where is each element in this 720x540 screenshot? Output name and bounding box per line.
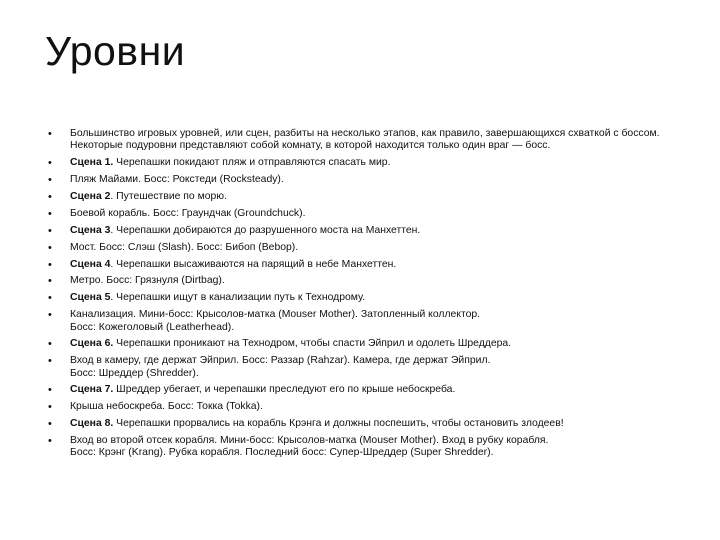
bullet-item [48,174,668,186]
bullet-text-line2: Босс: Шреддер (Shredder). [70,367,199,379]
bullet-item [48,128,668,153]
bullet-dot-icon: • [48,128,52,140]
bullet-bold-label: Сцена 2 [70,190,111,202]
bullet-dot-icon: • [48,241,52,254]
bullet-bold-label: Сцена 5 [70,292,111,304]
bullet-item [48,309,668,334]
bullet-bold-label: Сцена 7. [70,384,114,396]
bullet-item [48,191,668,203]
bullet-text: Боевой корабль. Босс: Граундчак (Groundchuck). [70,207,306,219]
bullet-item [48,355,668,380]
bullet-bold-label: Сцена 4 [70,258,111,270]
bullet-bold-label: Сцена 8. [70,418,114,430]
bullet-text: . Путешествие по морю. [110,190,227,202]
bullet-item [48,225,668,237]
bullet-text: Мост. Босс: Слэш (Slash). Босс: Бибоп (Bebop). [70,241,299,253]
bullet-bold-label: Сцена 1. [70,157,114,169]
bullet-dot-icon: • [48,190,52,203]
bullet-dot-icon: • [48,258,52,271]
bullet-dot-icon: • [48,174,52,187]
bullet-item [48,384,668,396]
bullet-text: Черепашки прорвались на корабль Крэнга и должны поспешить, чтобы остановить злодеев! [113,418,564,430]
bullet-text: Вход во второй отсек корабля. Мини-босс: Крысолов-матка (Mouser Mother). Вход в рубку корабля. [70,435,549,447]
bullet-item [48,292,668,304]
bullet-item [48,208,668,220]
bullet-text: . Черепашки высаживаются на парящий в небе Манхеттен. [110,258,397,270]
bullet-dot-icon: • [48,435,52,448]
bullet-list [48,128,668,464]
bullet-text: . Черепашки ищут в канализации путь к Технодрому. [110,292,366,304]
bullet-item [48,259,668,271]
bullet-item [48,242,668,254]
bullet-dot-icon: • [48,292,52,305]
slide-title: Уровни [45,28,186,74]
bullet-item [48,435,668,460]
bullet-text: Шреддер убегает, и черепашки преследуют его по крыше небоскреба. [113,384,456,396]
bullet-dot-icon: • [48,338,52,351]
bullet-dot-icon: • [48,309,52,322]
bullet-item [48,275,668,287]
bullet-text: Канализация. Мини-босс: Крысолов-матка (Mouser Mother). Затопленный коллектор. [70,309,481,321]
bullet-item [48,401,668,413]
bullet-text: Метро. Босс: Грязнуля (Dirtbag). [70,275,225,287]
bullet-text: Черепашки проникают на Технодром, чтобы спасти Эйприл и одолеть Шреддера. [113,338,512,350]
bullet-dot-icon: • [48,207,52,220]
bullet-dot-icon: • [48,401,52,414]
bullet-dot-icon: • [48,355,52,368]
bullet-text-line2: Босс: Кожеголовый (Leatherhead). [70,321,235,333]
bullet-text: Пляж Майами. Босс: Рокстеди (Rocksteady). [70,174,284,186]
bullet-text: Большинство игровых уровней, или сцен, разбиты на несколько этапов, как правило, завершающихся схваткой с боссом. Некоторые подуровни представляют собой комнату, в которой находится только один враг — босс. [70,128,660,152]
bullet-item [48,338,668,350]
bullet-dot-icon: • [48,275,52,288]
bullet-dot-icon: • [48,157,52,170]
bullet-text: Черепашки покидают пляж и отправляются спасать мир. [113,157,391,169]
bullet-text: Крыша небоскреба. Босс: Токка (Tokka). [70,401,263,413]
bullet-text: Вход в камеру, где держат Эйприл. Босс: Раззар (Rahzar). Камера, где держат Эйприл. [70,355,491,367]
bullet-dot-icon: • [48,384,52,397]
bullet-text-line2: Босс: Крэнг (Krang). Рубка корабля. Последний босс: Супер-Шреддер (Super Shredder). [70,447,494,459]
bullet-dot-icon: • [48,224,52,237]
bullet-text: . Черепашки добираются до разрушенного моста на Манхеттен. [110,224,421,236]
bullet-bold-label: Сцена 3 [70,224,111,236]
bullet-dot-icon: • [48,418,52,431]
bullet-bold-label: Сцена 6. [70,338,114,350]
bullet-item [48,157,668,169]
bullet-item [48,418,668,430]
